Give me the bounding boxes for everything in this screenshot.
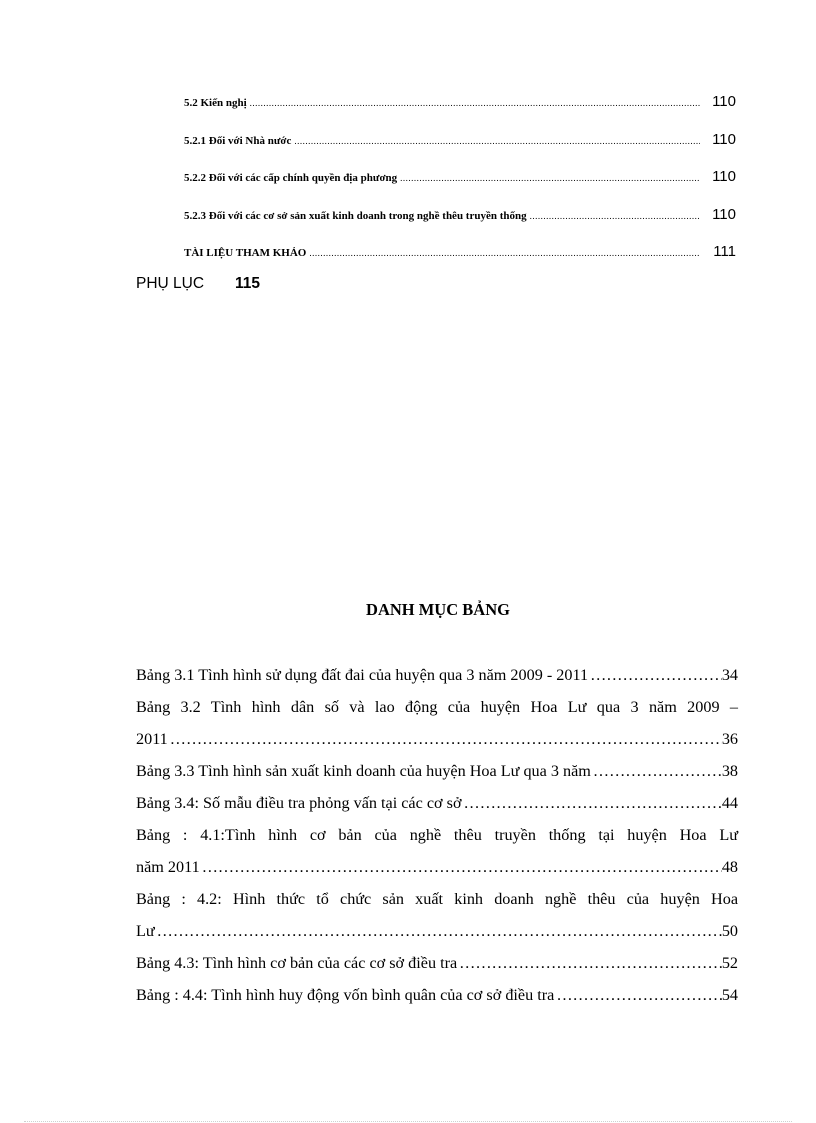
table-caption: Bảng 3.2 Tình hình dân số và lao động của huyện Hoa Lư qua 3 năm 2009 – <box>136 698 738 716</box>
dot-leader <box>400 173 700 183</box>
list-item <box>136 659 738 691</box>
toc-entry-label: 5.2.2 Đối với các cấp chính quyền địa phương <box>184 172 398 184</box>
list-item <box>136 755 738 787</box>
toc-entry-page: 110 <box>712 93 736 110</box>
dot-leader <box>170 723 722 755</box>
list-item <box>136 819 738 883</box>
toc-entry-page: 110 <box>712 205 736 223</box>
list-item <box>136 947 738 979</box>
dot-leader <box>294 136 700 146</box>
table-caption: Bảng 4.3: Tình hình cơ bản của các cơ sở điều tra <box>136 954 458 972</box>
toc-entry-label: 5.2.1 Đối với Nhà nước <box>184 134 292 147</box>
toc-entry <box>184 243 736 281</box>
toc-entry-label: TÀI LIỆU THAM KHẢO <box>184 247 307 259</box>
dot-leader <box>157 915 722 947</box>
list-of-tables <box>136 659 738 1011</box>
toc-entry <box>184 131 736 169</box>
dot-leader <box>556 979 722 1011</box>
table-of-contents <box>184 93 736 281</box>
toc-entry <box>184 206 736 244</box>
table-caption-continued: năm 2011 <box>136 858 200 876</box>
list-of-tables-title: DANH MỤC BẢNG <box>366 600 510 619</box>
table-page: 48 <box>721 858 738 876</box>
table-page: 44 <box>721 794 738 812</box>
dot-leader <box>309 248 700 258</box>
dot-leader <box>593 755 722 787</box>
table-page: 52 <box>721 954 738 972</box>
appendix-label: PHỤ LỤC <box>136 275 205 292</box>
table-page: 50 <box>721 922 738 940</box>
table-page: 34 <box>721 666 738 684</box>
toc-entry-page: 110 <box>712 168 736 185</box>
list-item <box>136 979 738 1011</box>
dot-leader <box>202 851 722 883</box>
toc-entry-page: 110 <box>712 130 736 148</box>
table-page: 38 <box>721 762 738 780</box>
table-caption: Bảng : 4.1:Tình hình cơ bản của nghề thêu truyền thống tại huyện Hoa Lư <box>136 826 738 844</box>
dot-leader <box>464 787 722 819</box>
dot-leader <box>590 659 722 691</box>
list-item <box>136 691 738 755</box>
dot-leader <box>459 947 722 979</box>
dot-leader <box>250 98 700 108</box>
toc-entry <box>184 168 736 206</box>
list-item <box>136 883 738 947</box>
table-caption: Bảng : 4.2: Hình thức tổ chức sản xuất kinh doanh nghề thêu của huyện Hoa <box>136 890 738 908</box>
table-caption: Bảng 3.3 Tình hình sản xuất kinh doanh của huyện Hoa Lư qua 3 năm <box>136 762 591 780</box>
table-caption-continued: 2011 <box>136 730 168 748</box>
table-caption: Bảng : 4.4: Tình hình huy động vốn bình quân của cơ sở điều tra <box>136 986 555 1004</box>
toc-entry-page: 111 <box>713 243 736 260</box>
table-caption: Bảng 3.4: Số mẫu điều tra phỏng vấn tại các cơ sở <box>136 794 462 812</box>
toc-entry-label: 5.2 Kiến nghị <box>184 97 247 109</box>
table-caption: Bảng 3.1 Tình hình sử dụng đất đai của huyện qua 3 năm 2009 - 2011 <box>136 666 589 684</box>
page-bottom-rule <box>24 1121 792 1122</box>
appendix-entry <box>136 275 260 293</box>
toc-entry-label: 5.2.3 Đối với các cơ sở sản xuất kinh doanh trong nghề thêu truyền thống <box>184 209 527 222</box>
appendix-page: 115 <box>235 275 261 292</box>
list-item <box>136 787 738 819</box>
table-caption-continued: Lư <box>136 922 155 940</box>
table-page: 36 <box>721 730 738 748</box>
toc-entry <box>184 93 736 131</box>
table-page: 54 <box>721 986 738 1004</box>
dot-leader <box>530 211 700 221</box>
